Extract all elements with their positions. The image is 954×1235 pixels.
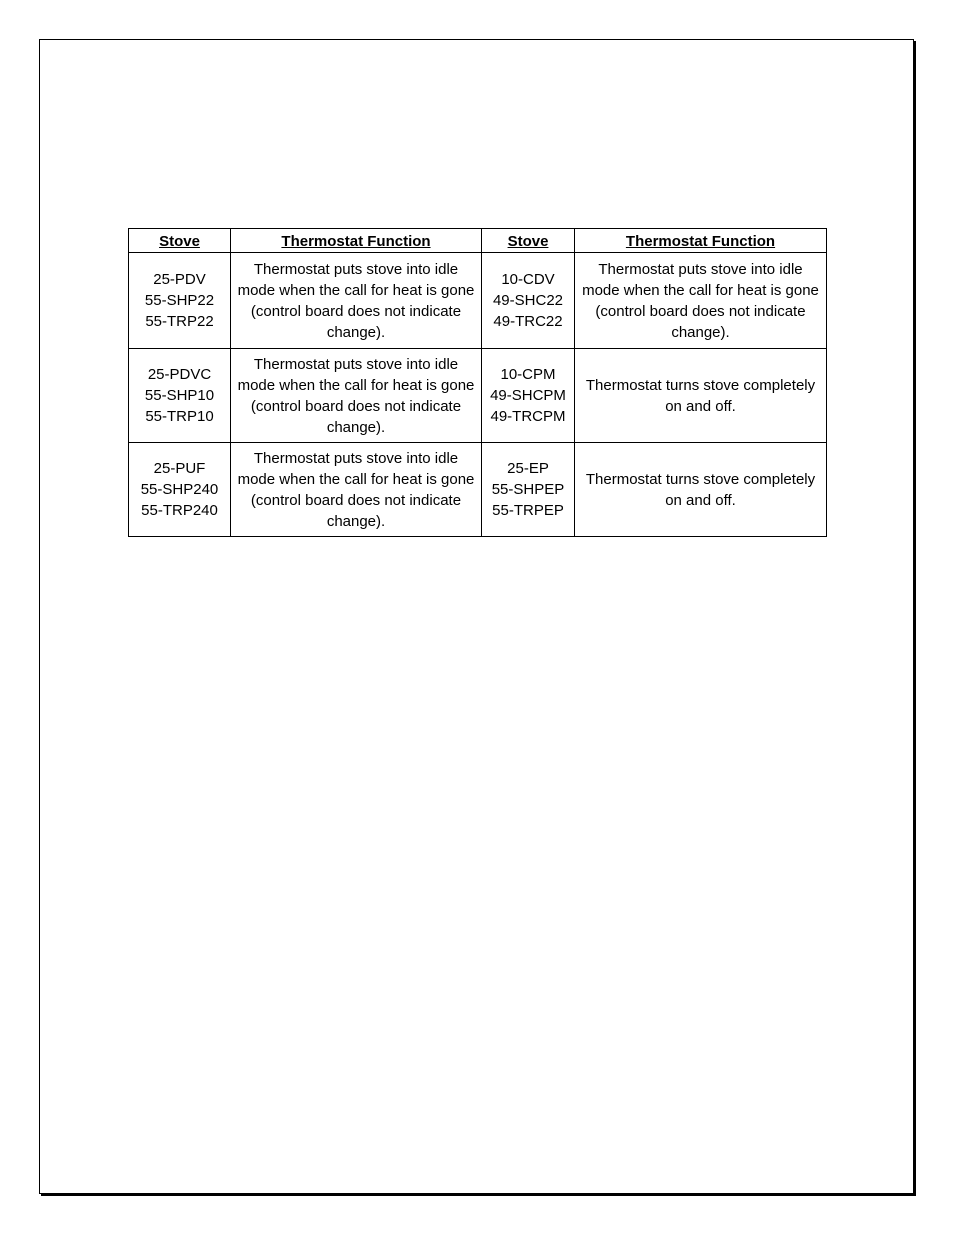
thermostat-function-cell: Thermostat turns stove completely on and off. [575, 443, 827, 537]
stove-models-cell [129, 349, 231, 443]
stove-model: 55-SHP240 [140, 481, 219, 498]
stove-model: 55-SHP22 [144, 292, 215, 309]
table-row [129, 443, 827, 537]
stove-models-cell [482, 349, 575, 443]
thermostat-function-cell: Thermostat puts stove into idle mode when the call for heat is gone (control board does not indicate change). [231, 443, 482, 537]
stove-model: 49-TRC22 [493, 313, 563, 330]
stove-model: 49-TRCPM [490, 408, 566, 425]
header-stove-right: Stove [482, 229, 575, 253]
stove-models-cell [129, 253, 231, 349]
thermostat-function-cell: Thermostat puts stove into idle mode when the call for heat is gone (control board does not indicate change). [231, 349, 482, 443]
stove-model: 49-SHC22 [492, 292, 564, 309]
stove-model: 25-PUF [153, 460, 206, 477]
stove-model: 55-SHP10 [144, 387, 215, 404]
stove-model: 25-PDVC [147, 366, 212, 383]
stove-model: 25-PDV [153, 271, 206, 288]
table-row [129, 349, 827, 443]
stove-model: 55-TRP22 [145, 313, 214, 330]
thermostat-function-table [128, 228, 827, 537]
stove-model: 55-SHPEP [491, 481, 565, 498]
stove-model: 10-CDV [501, 271, 555, 288]
table-header-row [129, 229, 827, 253]
thermostat-function-cell: Thermostat puts stove into idle mode when the call for heat is gone (control board does not indicate change). [231, 253, 482, 349]
stove-models-cell [482, 253, 575, 349]
stove-model: 25-EP [507, 460, 549, 477]
header-stove-left: Stove [129, 229, 231, 253]
stove-model: 55-TRP240 [141, 502, 218, 519]
thermostat-function-cell: Thermostat puts stove into idle mode when the call for heat is gone (control board does not indicate change). [575, 253, 827, 349]
header-function-right: Thermostat Function [575, 229, 827, 253]
stove-models-cell [482, 443, 575, 537]
stove-models-cell [129, 443, 231, 537]
header-function-left: Thermostat Function [231, 229, 482, 253]
thermostat-function-cell: Thermostat turns stove completely on and off. [575, 349, 827, 443]
stove-model: 10-CPM [500, 366, 556, 383]
table-row [129, 253, 827, 349]
stove-model: 55-TRPEP [492, 502, 564, 519]
stove-model: 49-SHCPM [490, 387, 566, 404]
stove-model: 55-TRP10 [145, 408, 214, 425]
page-border [39, 39, 914, 1194]
